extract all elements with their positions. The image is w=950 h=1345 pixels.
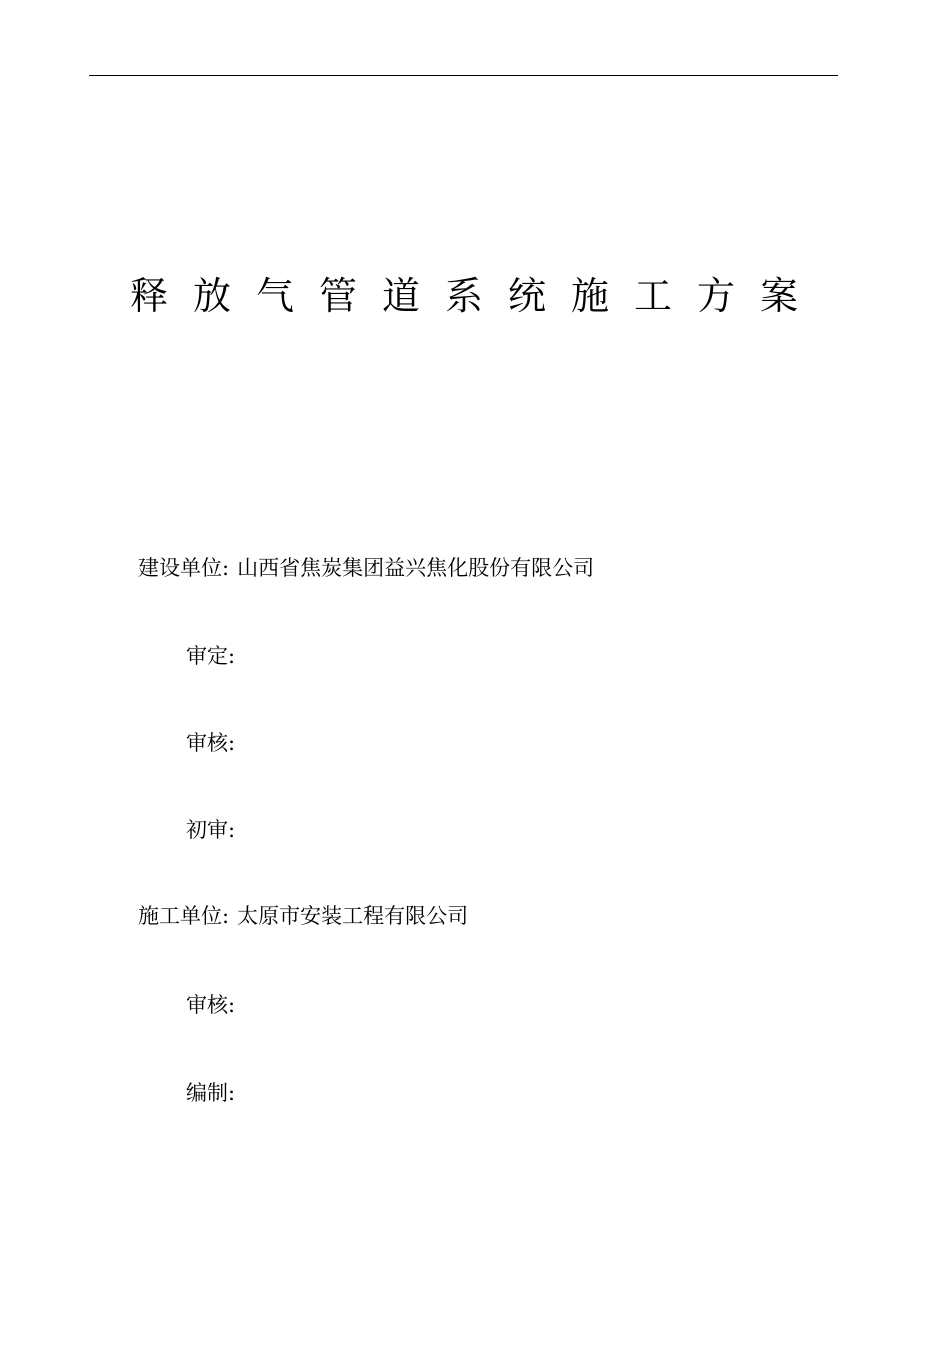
title-char: 系	[445, 274, 484, 318]
approve-field	[186, 642, 235, 670]
initial-review-field	[186, 816, 235, 844]
contractor-review-field	[186, 991, 235, 1019]
document-title	[0, 270, 950, 322]
title-char: 道	[382, 274, 421, 318]
owner-field	[138, 554, 594, 582]
initial-review-label: 初审:	[186, 818, 236, 842]
review-field	[186, 729, 235, 757]
header-rule	[89, 75, 838, 76]
owner-label: 建设单位:	[138, 556, 230, 580]
contractor-label: 施工单位:	[138, 904, 230, 928]
title-char: 方	[697, 274, 736, 318]
title-char: 案	[760, 274, 799, 318]
title-char: 放	[193, 274, 232, 318]
compile-field	[186, 1079, 235, 1107]
contractor-name: 太原市安装工程有限公司	[237, 904, 469, 928]
title-char: 工	[634, 274, 673, 318]
title-char: 气	[256, 274, 295, 318]
owner-name: 山西省焦炭集团益兴焦化股份有限公司	[237, 556, 595, 580]
review-label: 审核:	[186, 731, 236, 755]
compile-label: 编制:	[186, 1081, 236, 1105]
contractor-field	[138, 902, 468, 930]
title-char: 管	[319, 274, 358, 318]
contractor-review-label: 审核:	[186, 993, 236, 1017]
title-char: 统	[508, 274, 547, 318]
approve-label: 审定:	[186, 644, 236, 668]
title-char: 释	[130, 274, 169, 318]
title-char: 施	[571, 274, 610, 318]
